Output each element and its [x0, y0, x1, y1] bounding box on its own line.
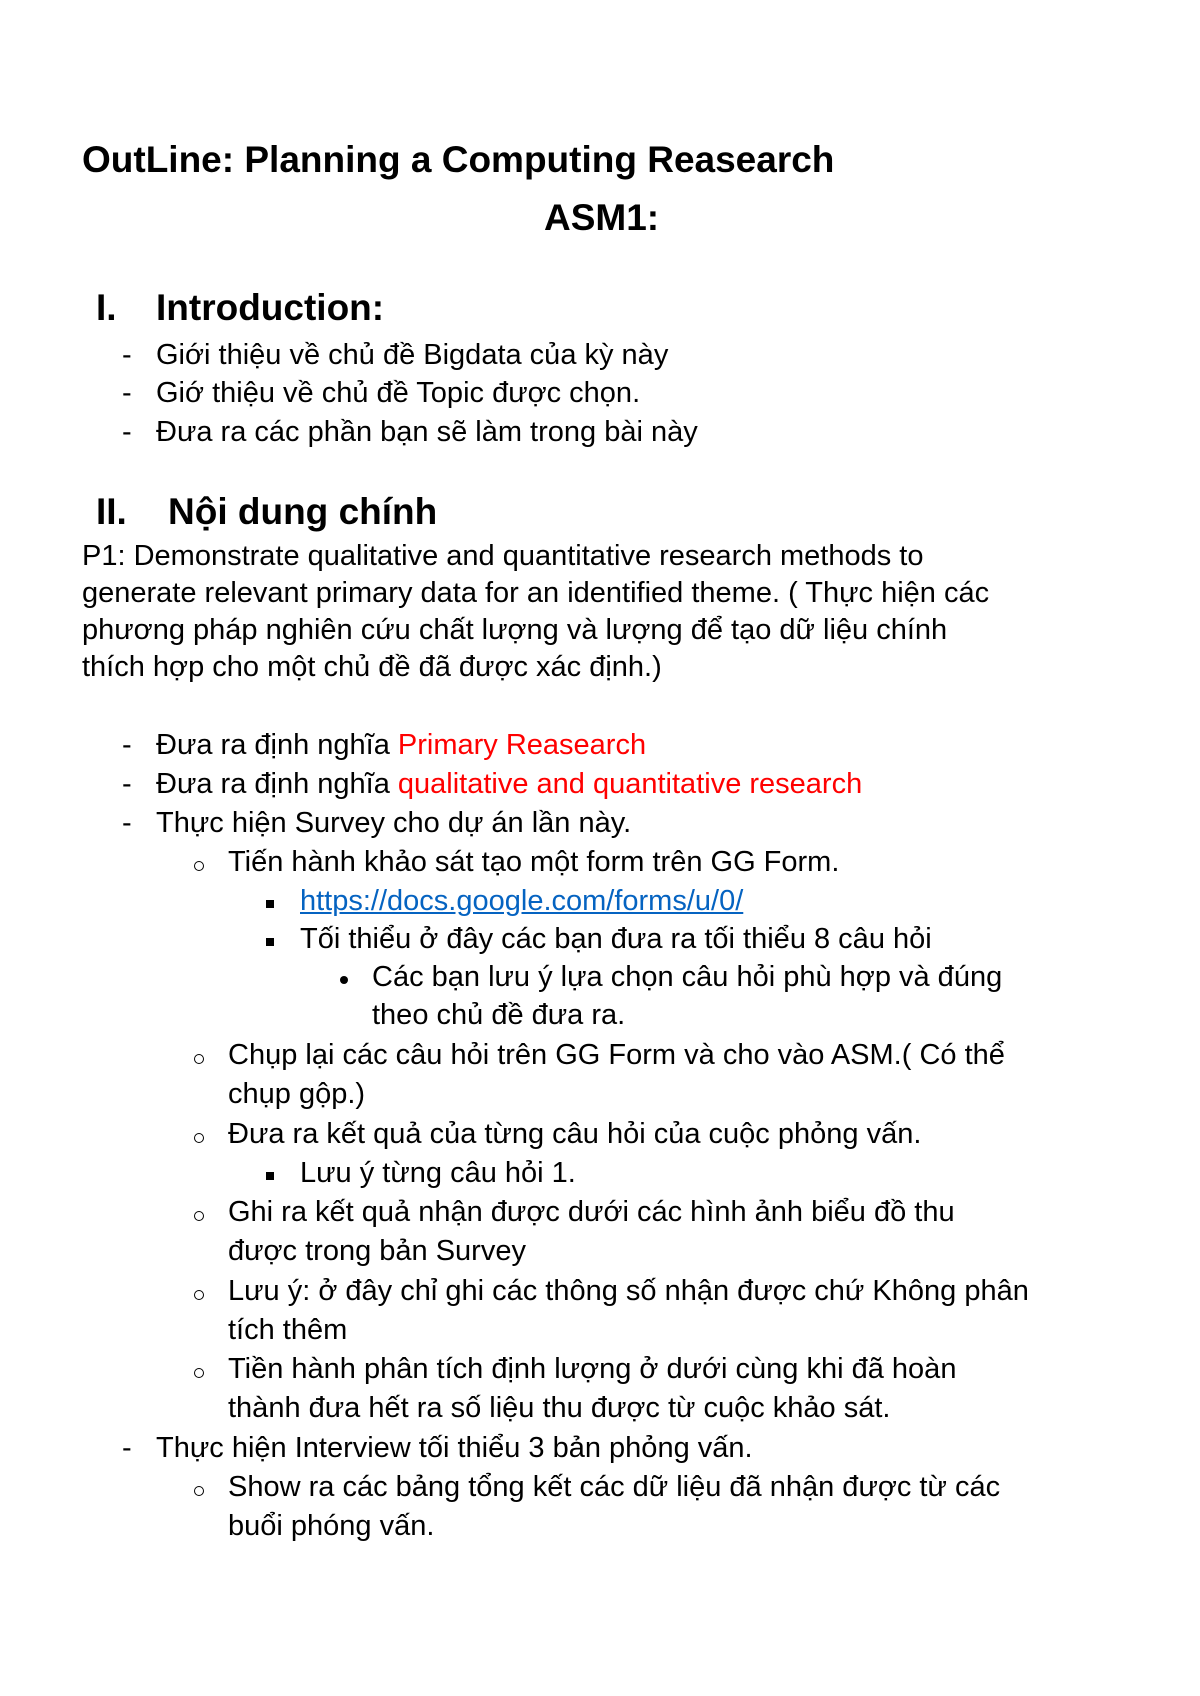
list-item-primary-research [156, 727, 646, 763]
list-dash: - [122, 807, 132, 839]
list-dash: - [122, 729, 132, 761]
p1-line: thích hợp cho một chủ đề đã được xác định.) [82, 651, 662, 683]
highlight-text: qualitative and quantitative research [397, 768, 863, 800]
circle-bullet-icon [194, 1368, 204, 1378]
sub-list-item-cont: thành đưa hết ra số liệu thu được từ cuộc khảo sát. [228, 1392, 891, 1424]
list-item-prefix: Đưa ra định nghĩa [156, 768, 398, 800]
list-item: Thực hiện Interview tối thiểu 3 bản phỏng vấn. [156, 1432, 753, 1464]
square-bullet-icon [266, 938, 274, 946]
sub-sub-list-item: Tối thiểu ở đây các bạn đưa ra tối thiểu 8 câu hỏi [300, 923, 932, 955]
list-item: Giớ thiệu về chủ đề Topic được chọn. [156, 377, 641, 409]
section-number: I. [96, 287, 117, 328]
highlight-text: Primary Reasearch [397, 729, 647, 761]
circle-bullet-icon [194, 1290, 204, 1300]
p1-line: generate relevant primary data for an identified theme. ( Thực hiện các [82, 577, 990, 609]
list-item: Đưa ra các phần bạn sẽ làm trong bài này [156, 416, 698, 448]
sub-list-item: Show ra các bảng tổng kết các dữ liệu đã nhận được từ các [228, 1471, 1001, 1503]
sub-list-item: Lưu ý: ở đây chỉ ghi các thông số nhận được chứ Không phân [228, 1275, 1029, 1307]
list-dash: - [122, 1432, 132, 1464]
sub-list-item-cont: tích thêm [228, 1314, 348, 1346]
circle-bullet-icon [194, 1486, 204, 1496]
sub-list-item-cont: buổi phóng vấn. [228, 1510, 435, 1542]
list-dash: - [122, 377, 132, 409]
list-dash: - [122, 416, 132, 448]
list-item-qual-quant [156, 766, 862, 802]
p1-line: P1: Demonstrate qualitative and quantitative research methods to [82, 540, 924, 572]
p1-line: phương pháp nghiên cứu chất lượng và lượng để tạo dữ liệu chính [82, 614, 948, 646]
note-line: theo chủ đề đưa ra. [372, 999, 626, 1031]
dot-bullet-icon [340, 976, 348, 984]
list-item-prefix: Đưa ra định nghĩa [156, 729, 398, 761]
section-number: II. [96, 491, 127, 532]
sub-list-item: Đưa ra kết quả của từng câu hỏi của cuộc phỏng vấn. [228, 1118, 922, 1150]
square-bullet-icon [266, 900, 274, 908]
circle-bullet-icon [194, 1211, 204, 1221]
section-title: Introduction: [156, 287, 385, 328]
list-item: Giới thiệu về chủ đề Bigdata của kỳ này [156, 339, 669, 371]
section-heading-main-content [96, 490, 596, 534]
sub-list-item: Ghi ra kết quả nhận được dưới các hình ảnh biểu đồ thu [228, 1196, 955, 1228]
list-dash: - [122, 768, 132, 800]
sub-sub-list-item: Lưu ý từng câu hỏi 1. [300, 1157, 576, 1189]
sub-list-item-cont: chụp gộp.) [228, 1078, 366, 1110]
section-title: Nội dung chính [168, 491, 438, 532]
circle-bullet-icon [194, 1054, 204, 1064]
square-bullet-icon [266, 1172, 274, 1180]
section-heading-introduction [96, 286, 496, 330]
document-subtitle: ASM1: [544, 197, 660, 238]
note-line: Các bạn lưu ý lựa chọn câu hỏi phù hợp và đúng [372, 961, 1003, 993]
list-item: Thực hiện Survey cho dự án lần này. [156, 807, 632, 839]
sub-list-item: Chụp lại các câu hỏi trên GG Form và cho vào ASM.( Có thể [228, 1039, 1005, 1071]
document-title: OutLine: Planning a Computing Reasearch [82, 139, 835, 180]
circle-bullet-icon [194, 1133, 204, 1143]
sub-list-item: Tiến hành khảo sát tạo một form trên GG Form. [228, 846, 840, 878]
google-forms-link[interactable]: https://docs.google.com/forms/u/0/ [300, 885, 744, 917]
circle-bullet-icon [194, 861, 204, 871]
list-dash: - [122, 339, 132, 371]
sub-list-item: Tiền hành phân tích định lượng ở dưới cùng khi đã hoàn [228, 1353, 957, 1385]
sub-list-item-cont: được trong bản Survey [228, 1235, 526, 1267]
